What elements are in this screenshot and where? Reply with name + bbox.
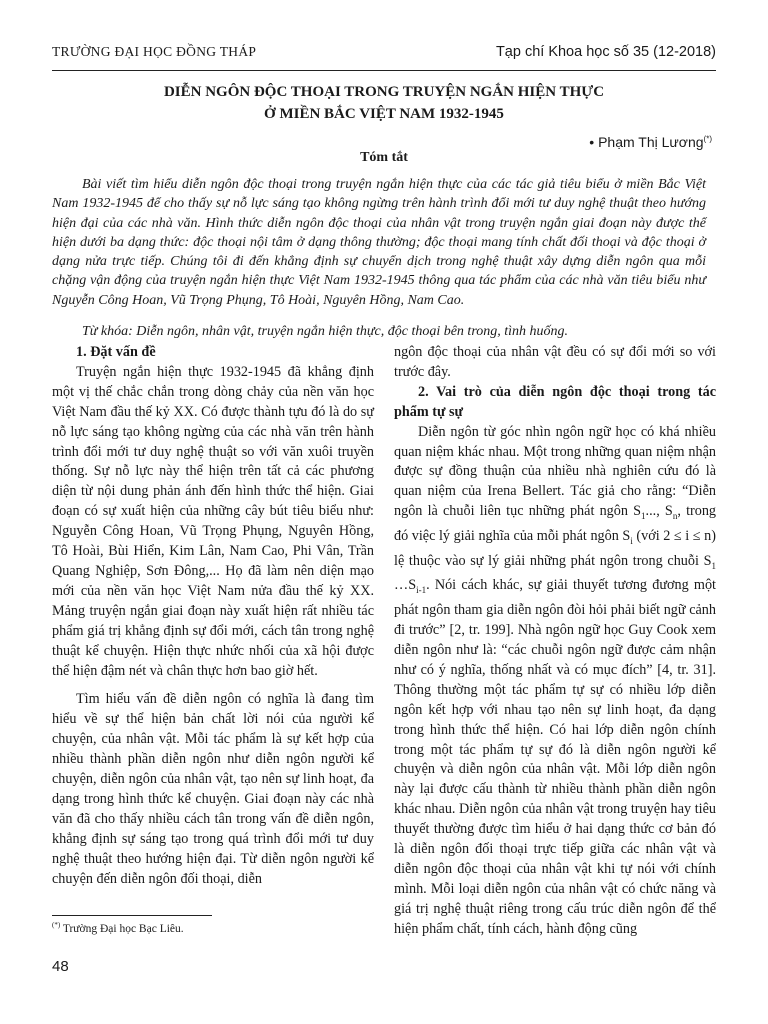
paragraph: Diễn ngôn từ góc nhìn ngôn ngữ học có khá nhiều quan niệm khác nhau. Một trong những quan niệm nhận được sự đồng thuận của nhiều nhà nghiên cứu đó là quan niệm của Irena Bellert. Tác giả cho rằng: “Diễn ngôn là chuỗi liên tục những phát ngôn $S_1$..., $S_n$, trong đó việc lý giải nghĩa của mỗi phát ngôn $S_i$ (với 2 ≤ i ≤ n) lệ thuộc vào sự lý giải những phát ngôn trong chuỗi $S_1$ $\dots S_{i-1}$. Nói cách khác, sự giải thuyết tương đương một phát ngôn tham gia diễn ngôn đòi hỏi phải biết ngữ cảnh đi trước” [2, tr. 199]. Nhà ngôn ngữ học Guy Cook xem diễn ngôn như là: “các chuỗi ngôn ngữ được cảm nhận như có ý nghĩa, thống nhất và có mục đích” [4, tr. 31]. Thông thường một tác phẩm tự sự có nhiều lớp diễn ngôn kết hợp với nhau tạo nên sự linh hoạt, đa dạng trong hình thức thể hiện. Có hai lớp diễn ngôn chính trong một tác phẩm tự sự đó là diễn ngôn người kể chuyện và diễn ngôn của nhân vật. Mỗi lớp diễn ngôn này lại được cấu thành từ nhiều thành phần diễn ngôn khác nhau. Diễn ngôn của nhân vật trong truyện hay tiêu thuyết thường được tìm hiểu ở hai dạng thức cơ bản đó là diễn ngôn đối thoại trực tiếp giữa các nhân vật và diễn ngôn độc thoại của nhân vật khi tự nói với chính mình. Mỗi loại diễn ngôn của nhân vật có chức năng và giá trị nghệ thuật riêng trong cấu trúc diễn ngôn để thể hiện phẩm chất, tính cách, hành động cũng	[394, 423, 717, 937]
right-column	[394, 343, 716, 940]
journal-issue: Tạp chí Khoa học số 35 (12-2018)	[495, 44, 716, 60]
journal-institution: TRƯỜNG ĐẠI HỌC ĐỒNG THÁP	[52, 44, 257, 59]
footnote-text: Trường Đại học Bạc Liêu.	[60, 922, 184, 935]
footnote-divider	[52, 915, 212, 916]
paragraph: Truyện ngắn hiện thực 1932-1945 đã khẳng định một vị thế chắc chắn trong dòng chảy của nền văn học Việt Nam đầu thế kỷ XX. Có được thành tựu đó là do sự nỗ lực sáng tạo không ngừng của các nhà văn trên hành trình đổi mới tư duy nghệ thuật so với văn xuôi truyền thống. Sự nỗ lực này thể hiện trên tất cả các phương diện từ nội dung phản ánh đến hình thức thể hiện. Giai đoạn có sự xuất hiện của những cây bút tiêu biểu như: Nguyễn Công Hoan, Vũ Trọng Phụng, Nguyên Hồng, Tô Hoài, Bùi Hiển, Kim Lân, Nam Cao, Phi Vân, Trần Quang Nghiệp, Sơn Đông,... Họ đã làm nên diện mạo mới của nền văn học Việt Nam nửa đầu thế kỷ XX. Mảng truyện ngắn giai đoạn này xuất hiện rất nhiều tác phẩm giá trị khẳng định sự đổi mới, cách tân trong nghệ thuật kể chuyện. Hiện thực nhức nhối của xã hội được thể hiện đậm nét và chân thực hơn bao giờ hết.	[52, 363, 374, 679]
footnote	[52, 921, 184, 935]
abstract-heading: Tóm tắt	[360, 150, 408, 165]
footnote-mark: (*)	[52, 921, 61, 929]
left-column	[52, 343, 374, 889]
article-title-line2: Ở MIỀN BẮC VIỆT NAM 1932-1945	[264, 106, 504, 122]
page-number: 48	[52, 958, 69, 975]
header-divider	[52, 70, 716, 71]
section-heading-2: 2. Vai trò của diễn ngôn độc thoại trong tác phẩm tự sự	[394, 383, 716, 420]
author-name: Phạm Thị Lương	[598, 134, 704, 150]
section-heading-1: 1. Đặt vấn đề	[76, 344, 156, 360]
paragraph-continued: ngôn độc thoại của nhân vật đều có sự đổi mới so với trước đây.	[394, 344, 716, 380]
article-title-line1: DIỄN NGÔN ĐỘC THOẠI TRONG TRUYỆN NGẮN HIỆN THỰC	[163, 84, 605, 100]
author-footnote-mark: (*)	[703, 134, 712, 144]
abstract-text: Bài viết tìm hiểu diễn ngôn độc thoại trong truyện ngắn hiện thực của các tác giả tiêu biểu ở miền Bắc Việt Nam 1932-1945 để cho thấy sự nỗ lực sáng tạo không ngừng trên hành trình đổi mới tư duy nghệ thuật theo hướng hiện đại của các nhà văn. Hình thức diễn ngôn độc thoại của nhân vật trong truyện ngắn giai đoạn này được thể hiện dưới ba dạng thức: độc thoại nội tâm ở dạng thông thường; độc thoại mang tính chất đối thoại và độc thoại ở dạng nửa trực tiếp. Chúng tôi đi đến khẳng định sự chuyển dịch trong nghệ thuật xây dựng diễn ngôn qua mỗi chặng vận động của truyện ngắn hiện thực Việt Nam 1932-1945 thông qua tác phẩm của các nhà văn tiêu biểu như Nguyễn Công Hoan, Vũ Trọng Phụng, Tô Hoài, Nguyên Hồng, Nam Cao.	[52, 177, 706, 308]
author-line	[589, 134, 712, 150]
keywords: Từ khóa: Diễn ngôn, nhân vật, truyện ngắn hiện thực, độc thoại bên trong, tình huống.	[82, 324, 569, 339]
author-bullet: •	[589, 134, 595, 150]
paragraph: Tìm hiểu vấn đề diễn ngôn có nghĩa là đang tìm hiểu về sự thể hiện bản chất lời nói của người kể chuyện, của nhân vật. Mỗi tác phẩm là sự kết hợp của nhiều thành phần diễn ngôn như diễn ngôn người kể chuyện, diễn ngôn của nhân vật, tạo nên sự linh hoạt, đa dạng trong hình thức kể chuyện. Giai đoạn này các nhà văn đã cho thấy nhiều cách tân trong vấn đề diễn ngôn, khẳng định sự sáng tạo trong quá trình đổi mới tư duy nghệ thuật theo hướng hiện đại. Từ diễn ngôn người kể chuyện đến diễn ngôn đối thoại, diễn	[52, 691, 374, 887]
